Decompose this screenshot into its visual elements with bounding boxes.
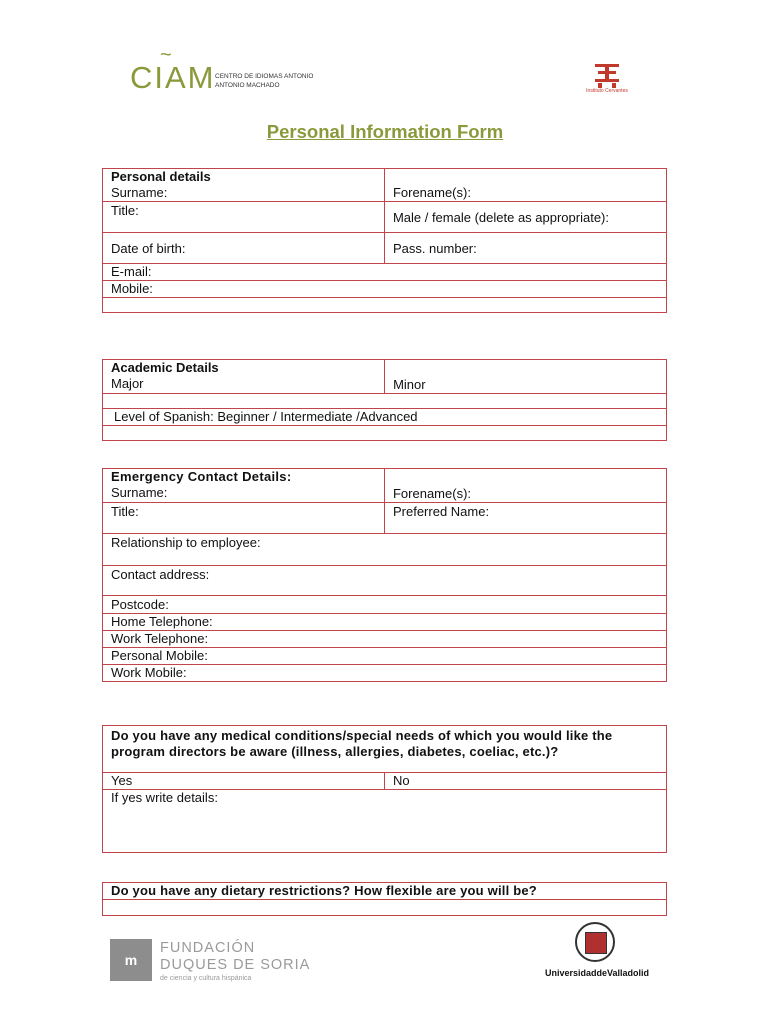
dietary-answer-field[interactable]	[103, 900, 667, 916]
academic-details-heading: Academic Details	[111, 360, 219, 375]
personal-mobile-label: Personal Mobile:	[111, 648, 208, 663]
minor-label: Minor	[393, 377, 426, 392]
instituto-cervantes-logo	[585, 64, 629, 95]
work-mobile-field[interactable]	[103, 665, 667, 682]
preferred-name-field[interactable]	[384, 503, 666, 534]
mobile-label: Mobile:	[111, 281, 153, 296]
dietary-table	[102, 882, 667, 916]
fundacion-tagline: de ciencia y cultura hispánica	[160, 975, 252, 982]
pass-number-field[interactable]	[384, 233, 666, 264]
contact-address-field[interactable]	[103, 566, 667, 596]
ciam-logo-tilde: ~	[160, 44, 172, 66]
emergency-surname-label: Surname:	[111, 485, 168, 500]
medical-details-label: If yes write details:	[111, 790, 218, 805]
email-label: E-mail:	[111, 264, 152, 279]
ciam-logo: CIAM	[130, 60, 216, 95]
medical-question: Do you have any medical conditions/special needs of which you would like the program directors be aware (illness, allergies, diabetes, coeliac, etc.)?	[111, 728, 613, 759]
dietary-question-cell	[103, 883, 667, 900]
work-mobile-label: Work Mobile:	[111, 665, 187, 680]
postcode-label: Postcode:	[111, 597, 169, 612]
postcode-field[interactable]	[103, 596, 667, 614]
blank-row[interactable]	[103, 298, 667, 313]
personal-details-heading: Personal details	[111, 169, 211, 184]
emergency-contact-table	[102, 468, 667, 682]
title-field[interactable]	[103, 202, 385, 233]
blank-row[interactable]	[103, 426, 667, 441]
dob-label: Date of birth:	[111, 241, 186, 256]
no-label: No	[393, 773, 410, 788]
medical-details-field[interactable]	[103, 790, 667, 853]
personal-mobile-field[interactable]	[103, 648, 667, 665]
cervantes-emblem-icon	[592, 64, 622, 88]
mobile-field[interactable]	[103, 281, 667, 298]
contact-address-label: Contact address:	[111, 567, 210, 582]
major-field[interactable]	[103, 360, 385, 394]
email-field[interactable]	[103, 264, 667, 281]
fundacion-logo-mark: m	[110, 939, 152, 981]
medical-question-cell	[103, 726, 667, 773]
forename-field[interactable]	[384, 169, 666, 202]
page-title: Personal Information Form	[266, 121, 504, 142]
emergency-title-label: Title:	[111, 504, 139, 519]
yes-label: Yes	[111, 773, 133, 788]
academic-details-table	[102, 359, 667, 441]
fundacion-logo-text: FUNDACIÓN DUQUES DE SORIA	[160, 940, 311, 973]
blank-row[interactable]	[103, 394, 667, 409]
uva-logo-text: UniversidaddeValladolid	[545, 968, 650, 978]
dob-field[interactable]	[103, 233, 385, 264]
work-telephone-label: Work Telephone:	[111, 631, 209, 646]
personal-details-table	[102, 168, 667, 313]
ciam-logo-subtitle: CENTRO DE IDIOMAS ANTONIO ANTONIO MACHADO	[215, 73, 314, 89]
gender-label: Male / female (delete as appropriate):	[392, 210, 609, 225]
dietary-question: Do you have any dietary restrictions? How flexible are you will be?	[111, 883, 537, 898]
uva-shield-icon	[585, 932, 607, 954]
work-telephone-field[interactable]	[103, 631, 667, 648]
medical-no-option[interactable]	[385, 773, 667, 790]
major-label: Major	[111, 376, 144, 391]
preferred-name-label: Preferred Name:	[392, 504, 490, 519]
medical-yes-option[interactable]	[103, 773, 385, 790]
pass-number-label: Pass. number:	[392, 241, 477, 256]
surname-field[interactable]	[103, 169, 385, 202]
home-telephone-label: Home Telephone:	[111, 614, 213, 629]
emergency-title-field[interactable]	[103, 503, 385, 534]
relationship-label: Relationship to employee:	[111, 535, 261, 550]
cervantes-caption: Instituto Cervantes	[586, 88, 628, 94]
forename-label: Forename(s):	[392, 185, 471, 200]
spanish-level-field[interactable]	[103, 409, 667, 426]
relationship-field[interactable]	[103, 534, 667, 566]
emergency-contact-heading: Emergency Contact Details:	[111, 469, 292, 484]
title-label: Title:	[111, 203, 139, 218]
emergency-forename-field[interactable]	[384, 469, 666, 503]
medical-table	[102, 725, 667, 853]
minor-field[interactable]	[385, 360, 667, 394]
surname-label: Surname:	[111, 185, 168, 200]
emergency-forename-label: Forename(s):	[392, 486, 472, 501]
home-telephone-field[interactable]	[103, 614, 667, 631]
spanish-level-label: Level of Spanish: Beginner / Intermediate /Advanced	[114, 409, 418, 424]
gender-field[interactable]	[384, 202, 666, 233]
emergency-surname-field[interactable]	[103, 469, 385, 503]
